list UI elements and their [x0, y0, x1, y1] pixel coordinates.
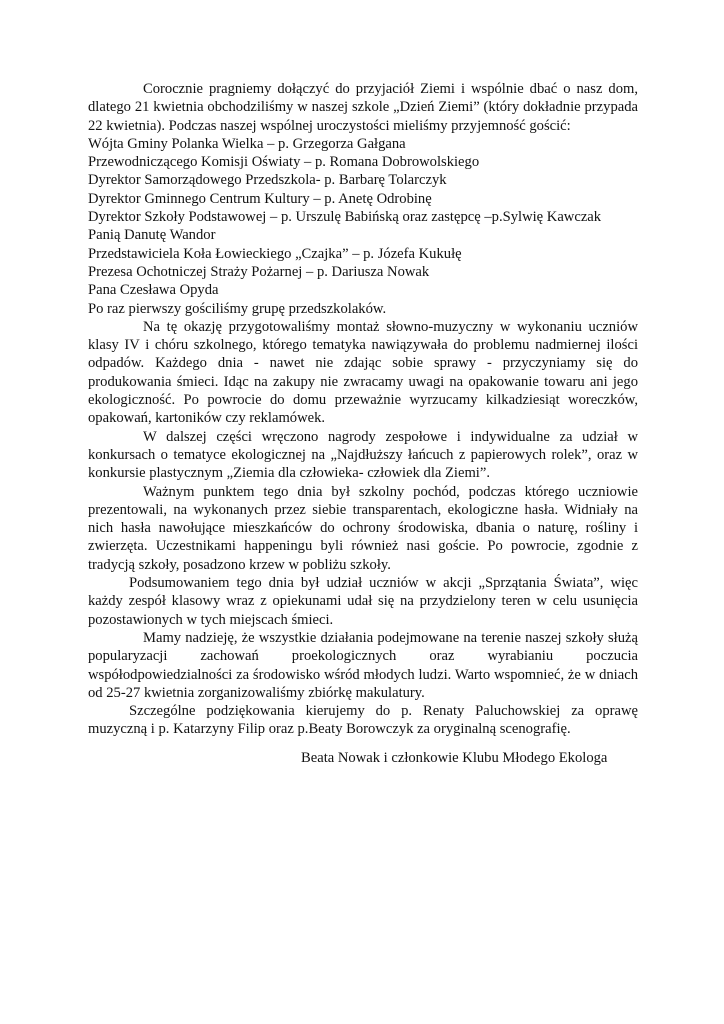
body-paragraph-hope: Mamy nadzieję, że wszystkie działania podejmowane na terenie naszej szkoły służą popularyzacji zachowań proekologicznych oraz wyrabianiu poczucia współodpowiedzialności za środowisko wśród młodych ludzi. Warto wspomnieć, że w dniach od 25-27 kwietnia zorganizowaliśmy zbiórkę makulatury. [88, 629, 638, 701]
body-paragraph-awards: W dalszej części wręczono nagrody zespołowe i indywidualne za udział w konkursach o tematyce ekologicznej na „Najdłuższy łańcuch z papierowych rolek”, oraz w konkursie plastycznym „Ziemia dla człowieka- człowiek dla Ziemi”. [88, 428, 638, 482]
body-paragraph-cleanup: Podsumowaniem tego dnia był udział uczniów w akcji „Sprzątania Świata”, więc każdy zespół klasowy wraz z opiekunami udał się na przydzielony teren w celu usunięcia pozostawionych w tych miejscach śmieci. [88, 575, 638, 628]
body-paragraph-thanks: Szczególne podziękowania kierujemy do p. Renaty Paluchowskiej za oprawę muzyczną i p. Katarzyny Filip oraz p.Beaty Borowczyk za oryginalną scenografię. [88, 703, 638, 738]
guest-item: Dyrektor Gminnego Centrum Kultury – p. Anetę Odrobinę [88, 190, 432, 207]
guest-list [88, 135, 638, 318]
guest-item: Wójta Gminy Polanka Wielka – p. Grzegorza Gałgana [88, 135, 406, 152]
intro-paragraph: Corocznie pragniemy dołączyć do przyjaciół Ziemi i wspólnie dbać o nasz dom, dlatego 21 kwietnia obchodziliśmy w naszej szkole „Dzień Ziemi” (który dokładnie przypada 22 kwietnia). Podczas naszej wspólnej uroczystości mieliśmy przyjemność gościć: [88, 81, 638, 134]
guest-item: Przedstawiciela Koła Łowieckiego „Czajka” – p. Józefa Kukułę [88, 245, 462, 262]
guest-item: Dyrektor Samorządowego Przedszkola- p. Barbarę Tolarczyk [88, 172, 447, 189]
document-page [88, 80, 638, 767]
guest-item: Panią Danutę Wandor [88, 227, 216, 244]
body-paragraph-march: Ważnym punktem tego dnia był szkolny pochód, podczas którego uczniowie prezentowali, na wykonanych przez siebie transparentach, ekologiczne hasła. Widniały na nich hasła nawołujące mieszkańców do ochrony środowiska, dbania o naturę, rośliny i zwierzęta. Uczestnikami happeningu byli również nasi goście. Po powrocie, zgodnie z tradycją szkoły, posadzono krzew w pobliżu szkoły. [88, 483, 638, 573]
guest-item: Po raz pierwszy gościliśmy grupę przedszkolaków. [88, 300, 387, 317]
guest-item: Prezesa Ochotniczej Straży Pożarnej – p. Dariusza Nowak [88, 263, 430, 280]
signature: Beata Nowak i członkowie Klubu Młodego Ekologa [301, 749, 608, 766]
body-paragraph-program: Na tę okazję przygotowaliśmy montaż słowno-muzyczny w wykonaniu uczniów klasy IV i chóru szkolnego, którego tematyka nawiązywała do problemu nadmiernej ilości odpadów. Każdego dnia - nawet nie zdając sobie sprawy - przyczyniamy się do produkowania śmieci. Idąc na zakupy nie zwracamy uwagi na opakowanie towaru ani jego ekologiczność. Po powrocie do domu przeważnie wyrzucamy kilkadziesiąt woreczków, opakowań, kartoników czy reklamówek. [88, 318, 638, 427]
guest-item: Przewodniczącego Komisji Oświaty – p. Romana Dobrowolskiego [88, 154, 480, 171]
guest-item: Pana Czesława Opyda [88, 282, 219, 299]
guest-item: Dyrektor Szkoły Podstawowej – p. Urszulę Babińską oraz zastępcę –p.Sylwię Kawczak [88, 209, 602, 226]
